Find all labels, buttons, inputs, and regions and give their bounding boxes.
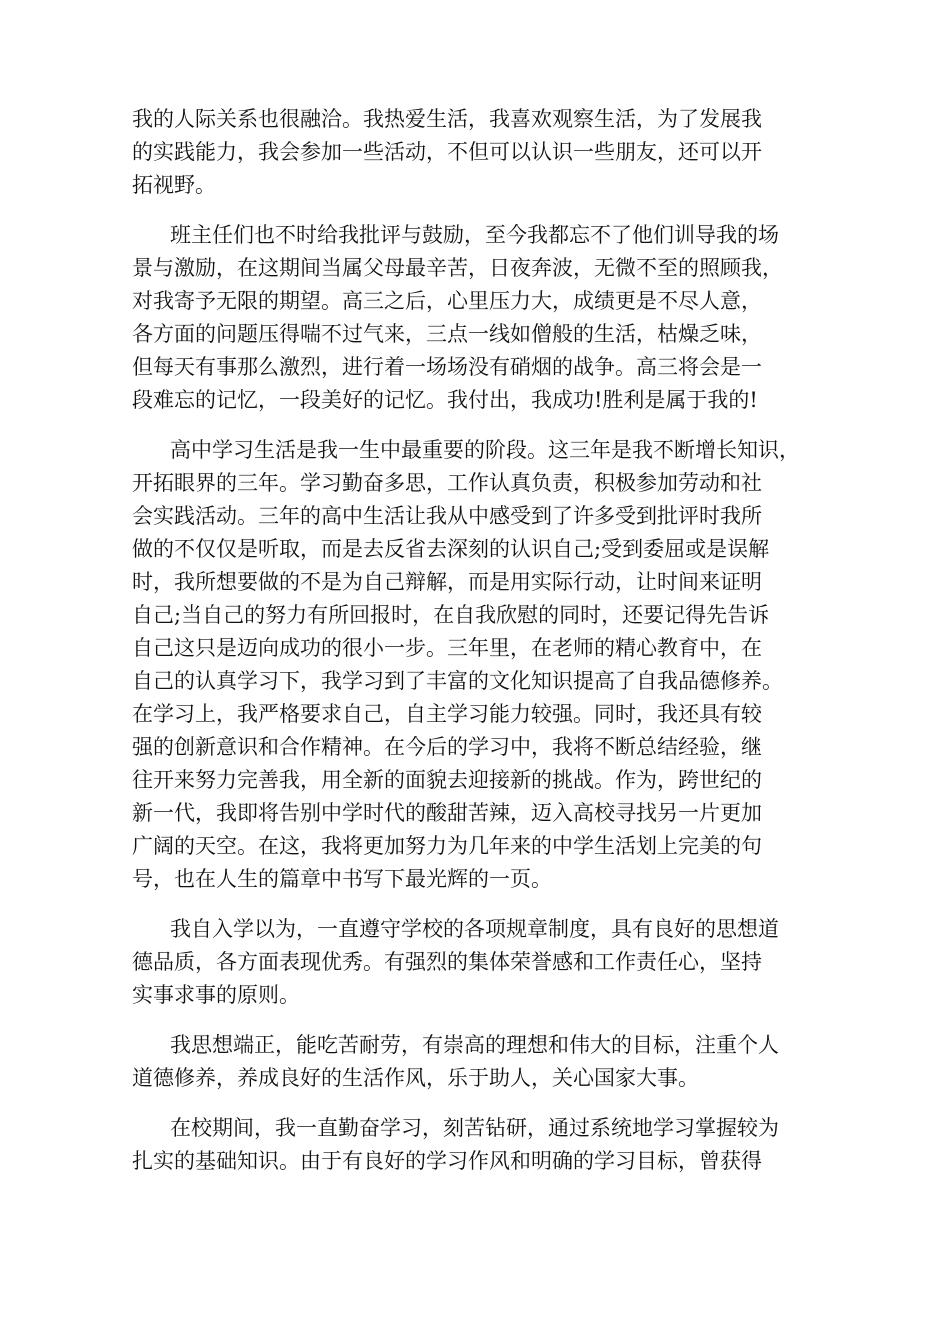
- text-line: 我思想端正，能吃苦耐劳，有崇高的理想和伟大的目标，注重个人: [170, 1033, 779, 1057]
- text-line: 强的创新意识和合作精神。在今后的学习中，我将不断总结经验，继: [132, 735, 762, 759]
- text-line: 高中学习生活是我一生中最重要的阶段。这三年是我不断增长知识，: [170, 438, 800, 462]
- text-line: 实事求事的原则。: [132, 983, 300, 1007]
- text-line: 时，我所想要做的不是为自己辩解，而是用实际行动，让时间来证明: [132, 570, 762, 594]
- paragraph-4: [132, 913, 832, 1012]
- text-line: 做的不仅仅是听取，而是去反省去深刻的认识自己;受到委屈或是误解: [132, 537, 770, 561]
- text-line: 各方面的问题压得喘不过气来，三点一线如僧般的生活，枯燥乏味，: [132, 322, 762, 346]
- text-line: 德品质，各方面表现优秀。有强烈的集体荣誉感和工作责任心，坚持: [132, 950, 762, 974]
- text-line: 自己这只是迈向成功的很小一步。三年里，在老师的精心教育中，在: [132, 636, 762, 660]
- text-line: 的实践能力，我会参加一些活动，不但可以认识一些朋友，还可以开: [132, 140, 762, 164]
- paragraph-2: [132, 219, 832, 417]
- paragraph-3: [132, 434, 832, 896]
- paragraph-5: [132, 1029, 832, 1095]
- text-line: 道德修养，养成良好的生活作风，乐于助人，关心国家大事。: [132, 1066, 699, 1090]
- text-line: 段难忘的记忆，一段美好的记忆。我付出，我成功!胜利是属于我的!: [132, 388, 758, 412]
- text-line: 景与激励，在这期间当属父母最辛苦，日夜奔波，无微不至的照顾我，: [132, 256, 783, 280]
- text-line: 我的人际关系也很融洽。我热爱生活，我喜欢观察生活，为了发展我: [132, 107, 762, 131]
- text-line: 但每天有事那么激烈，进行着一场场没有硝烟的战争。高三将会是一: [132, 355, 762, 379]
- text-line: 自己;当自己的努力有所回报时，在自我欣慰的同时，还要记得先告诉: [132, 603, 770, 627]
- text-line: 在学习上，我严格要求自己，自主学习能力较强。同时，我还具有较: [132, 702, 762, 726]
- text-line: 号，也在人生的篇章中书写下最光辉的一页。: [132, 867, 552, 891]
- text-line: 往开来努力完善我，用全新的面貌去迎接新的挑战。作为，跨世纪的: [132, 768, 762, 792]
- paragraph-6: [132, 1112, 832, 1178]
- text-line: 拓视野。: [132, 173, 216, 197]
- text-line: 班主任们也不时给我批评与鼓励，至今我都忘不了他们训导我的场: [170, 223, 779, 247]
- document-body: [132, 103, 832, 1195]
- text-line: 会实践活动。三年的高中生活让我从中感受到了许多受到批评时我所: [132, 504, 762, 528]
- paragraph-1: [132, 103, 832, 202]
- text-line: 对我寄予无限的期望。高三之后，心里压力大，成绩更是不尽人意，: [132, 289, 762, 313]
- text-line: 新一代，我即将告别中学时代的酸甜苦辣，迈入高校寻找另一片更加: [132, 801, 762, 825]
- text-line: 我自入学以为，一直遵守学校的各项规章制度，具有良好的思想道: [170, 917, 779, 941]
- text-line: 扎实的基础知识。由于有良好的学习作风和明确的学习目标，曾获得: [132, 1149, 762, 1173]
- text-line: 自己的认真学习下，我学习到了丰富的文化知识提高了自我品德修养。: [132, 669, 783, 693]
- text-line: 开拓眼界的三年。学习勤奋多思，工作认真负责，积极参加劳动和社: [132, 471, 762, 495]
- text-line: 在校期间，我一直勤奋学习，刻苦钻研，通过系统地学习掌握较为: [170, 1116, 779, 1140]
- text-line: 广阔的天空。在这，我将更加努力为几年来的中学生活划上完美的句: [132, 834, 762, 858]
